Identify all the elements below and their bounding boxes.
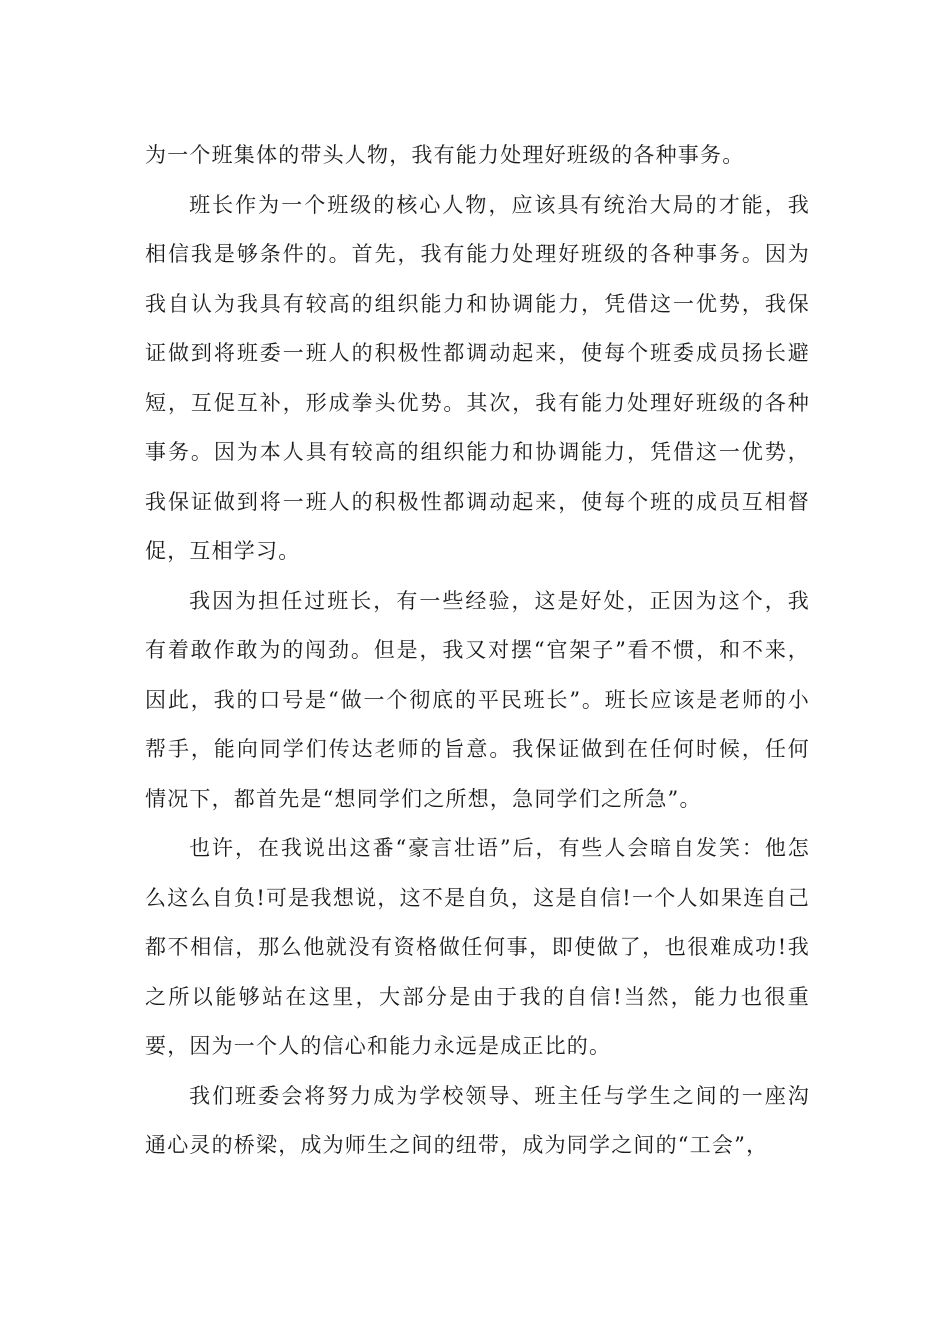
paragraph-4: 也许，在我说出这番“豪言壮语”后，有些人会暗自发笑：他怎么这么自负!可是我想说，这不是自负，这是自信!一个人如果连自己都不相信，那么他就没有资格做任何事，即使做了，也很难成功!我之所以能够站在这里，大部分是由于我的自信!当然，能力也很重要，因为一个人的信心和能力永远是成正比的。 bbox=[145, 836, 810, 1058]
document-body bbox=[145, 131, 810, 1171]
paragraph-1: 为一个班集体的带头人物，我有能力处理好班级的各种事务。 bbox=[145, 143, 745, 167]
paragraph-2: 班长作为一个班级的核心人物，应该具有统治大局的才能，我相信我是够条件的。首先，我有能力处理好班级的各种事务。因为我自认为我具有较高的组织能力和协调能力，凭借这一优势，我保证做到将班委一班人的积极性都调动起来，使每个班委成员扬长避短，互促互补，形成拳头优势。其次，我有能力处理好班级的各种事务。因为本人具有较高的组织能力和协调能力，凭借这一优势，我保证做到将一班人的积极性都调动起来，使每个班的成员互相督促，互相学习。 bbox=[145, 192, 810, 563]
paragraph-3: 我因为担任过班长，有一些经验，这是好处，正因为这个，我有着敢作敢为的闯劲。但是，我又对摆“官架子”看不惯，和不来，因此，我的口号是“做一个彻底的平民班长”。班长应该是老师的小帮手，能向同学们传达老师的旨意。我保证做到在任何时候，任何情况下，都首先是“想同学们之所想，急同学们之所急”。 bbox=[145, 588, 810, 811]
paragraph-5: 我们班委会将努力成为学校领导、班主任与学生之间的一座沟通心灵的桥梁，成为师生之间的纽带，成为同学之间的“工会”， bbox=[145, 1083, 810, 1157]
